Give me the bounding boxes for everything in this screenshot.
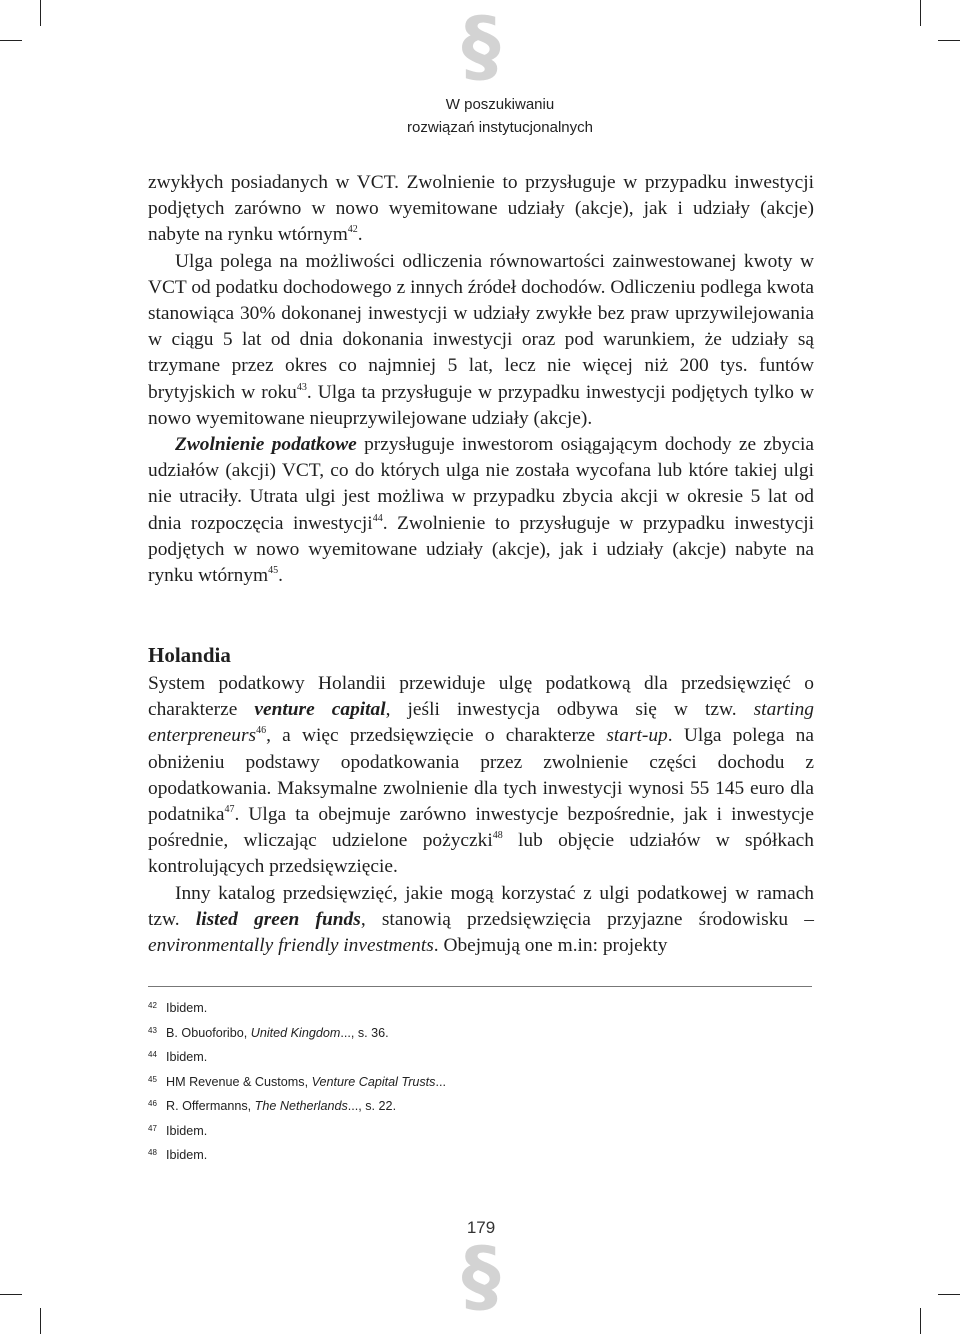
text-run: , stanowią przedsięwzięcia przyjazne środowisku – <box>360 908 815 930</box>
footnote-number: 44 <box>148 1050 157 1059</box>
paragraph <box>148 881 814 960</box>
body-section-holandia <box>148 671 814 959</box>
crop-mark <box>920 0 921 26</box>
crop-mark <box>938 1294 960 1295</box>
running-head-line2: rozwiązań instytucjonalnych <box>407 119 593 136</box>
emphasis: listed green funds <box>195 908 361 930</box>
crop-mark <box>0 40 22 41</box>
crop-mark <box>938 40 960 41</box>
paragraph <box>148 249 814 432</box>
emphasis: environmentally friendly investments <box>148 935 434 957</box>
footnote-number: 43 <box>148 1025 157 1035</box>
text-run: . Ulga polega na obniżeniu podstawy opodatkowania przez zwolnienie części dochodu z opodatkowania. Maksymalne zwolnienie dla tych inwestycji wynosi 55 145 euro dla podatnika <box>148 725 814 826</box>
text-run: przysługuje inwestorom osiągającym dochody ze zbycia udziałów (akcji) VCT, co do których ulga nie została wycofana lub które takiej ulgi nie utraciły. Utrata ulgi jest możliwa w przypadku zbycia akcji w okresie 5 lat od dnia rozpoczęcia inwestycji <box>148 434 814 534</box>
crop-mark <box>920 1308 921 1334</box>
footnote-text: Ibidem. <box>166 1123 208 1138</box>
footnotes <box>148 1001 812 1173</box>
text-run: Inny katalog przedsięwzięć, jakie mogą korzystać z ulgi podatkowej w ramach tzw. <box>148 882 814 930</box>
text-run: . Ulga ta przysługuje w przypadku inwestycji podjętych tylko w nowo wyemitowane nieuprzywilejowane udziały (akcje). <box>148 381 814 429</box>
footnote-ref[interactable]: 42 <box>347 224 358 236</box>
emphasis: venture capital <box>254 699 386 721</box>
footnote-text: HM Revenue & Customs, Venture Capital Trusts... <box>166 1074 446 1089</box>
footnote-ref[interactable]: 44 <box>372 512 383 524</box>
footnote-number: 47 <box>148 1123 157 1133</box>
footnote-text: R. Offermanns, The Netherlands..., s. 22. <box>166 1099 397 1113</box>
footnote-number: 48 <box>148 1148 157 1157</box>
footnote-ref[interactable]: 47 <box>224 804 235 816</box>
section-mark-icon: § <box>461 1238 501 1322</box>
footnote-number: 46 <box>148 1099 157 1108</box>
section-heading: Holandia <box>148 643 231 667</box>
footnote-ref[interactable]: 45 <box>268 565 279 577</box>
text-run: . Zwolnienie to przysługuje w przypadku inwestycji podjętych w nowo wyemitowane udziały (akcje), jak i udziały (akcje) nabyte na rynku wtórnym <box>148 512 815 587</box>
emphasis: starting enterpreneurs <box>148 699 814 747</box>
footnote <box>148 1124 812 1149</box>
footnote-divider <box>148 986 812 987</box>
crop-mark <box>0 1294 22 1295</box>
text-run: , a więc przedsięwzięcie o charakterze <box>266 725 607 747</box>
footnote-ref[interactable]: 46 <box>256 725 267 737</box>
section-mark-icon: § <box>461 8 501 92</box>
text-run: , jeśli inwestycja odbywa się w tzw. <box>385 699 754 721</box>
text-run: . <box>278 565 283 587</box>
paragraph <box>148 170 814 249</box>
footnote-text: Ibidem. <box>166 1001 208 1015</box>
paragraph <box>148 671 814 881</box>
footnote-text: B. Obuoforibo, United Kingdom..., s. 36. <box>166 1025 389 1040</box>
text-run: zwykłych posiadanych w VCT. Zwolnienie to przysługuje w przypadku inwestycji podjętych zarówno w nowo wyemitowane udziały (akcje), jak i udziały (akcje) nabyte na rynku wtórnym <box>148 172 814 246</box>
footnote-ref[interactable]: 43 <box>296 381 307 393</box>
paragraph <box>148 432 814 589</box>
footnote-number: 45 <box>148 1074 157 1084</box>
footnote <box>148 1148 812 1173</box>
running-head <box>330 93 670 139</box>
text-run: lub objęcie udziałów w spółkach kontrolujących przedsięwzięcie. <box>148 830 814 878</box>
running-head-line1: W poszukiwaniu <box>445 96 555 113</box>
footnote-ref[interactable]: 48 <box>492 830 503 842</box>
emphasis: Zwolnienie podatkowe <box>175 434 357 456</box>
text-run: . Obejmują one m.in: projekty <box>433 935 668 957</box>
body-section-vct <box>148 170 814 589</box>
page-number: 179 <box>466 1218 496 1237</box>
footnote-text: Ibidem. <box>166 1148 208 1162</box>
text-run: Ulga polega na możliwości odliczenia równowartości zainwestowanej kwoty w VCT od podatku dochodowego z innych źródeł dochodów. Odliczeniu podlega kwota stanowiąca 30% dokonanej inwestycji w udziały zwykłe bez praw uprzywilejowania w ciągu 5 lat od dnia dokonania inwestycji oraz pod warunkiem, że udziały są trzymane przez okres co najmniej 5 lat, lecz nie więcej niż 200 tys. funtów brytyjskich w roku <box>148 250 814 403</box>
footnote-text: Ibidem. <box>166 1050 208 1064</box>
footnote <box>148 1001 812 1026</box>
footnote <box>148 1075 812 1100</box>
footnote <box>148 1099 812 1124</box>
footnote <box>148 1050 812 1075</box>
crop-mark <box>40 1308 41 1334</box>
crop-mark <box>40 0 41 26</box>
footnote-number: 42 <box>148 1001 157 1010</box>
text-run: System podatkowy Holandii przewiduje ulgę podatkową dla przedsięwzięć o charakterze <box>148 673 814 721</box>
text-run: . Ulga ta obejmuje zarówno inwestycje bezpośrednie, jak i inwestycje pośrednie, wliczając udzielone pożyczki <box>148 804 814 852</box>
emphasis: start-up <box>606 725 668 747</box>
footnote <box>148 1026 812 1051</box>
text-run: . <box>357 224 363 246</box>
